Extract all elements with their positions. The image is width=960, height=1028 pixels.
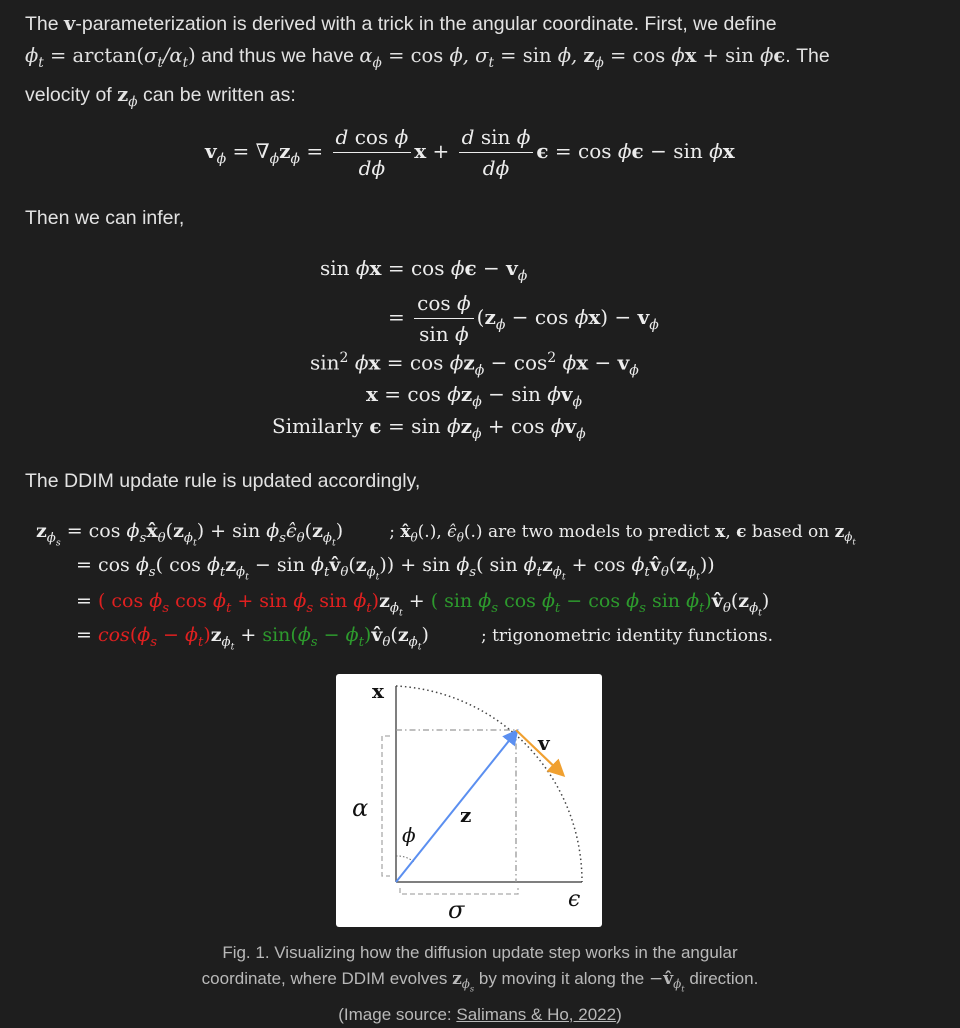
derivation-line-2: = $\frac{\text{cos ϕ}}{\text{sin ϕ}}$ $(z_\phi - \cos \phi x) - v_\phi$ xyxy=(388,288,659,349)
note-trig: ; trigonometric identity functions. xyxy=(480,626,774,646)
source-link[interactable]: Salimans & Ho, 2022 xyxy=(456,1004,617,1024)
derivation-line-1: $\sin \phi x = \cos \phi\epsilon - v_\phi$ xyxy=(320,256,528,284)
phi-def: $\phi_t = \arctan(\sigma_t/\alpha_t)$ xyxy=(25,44,196,71)
angular-diagram xyxy=(336,674,602,927)
intro-paragraph xyxy=(25,8,945,118)
z-phi-symbol: $z_\phi$ xyxy=(117,82,138,110)
alpha-sigma-def: $\alpha_\phi = \cos \phi$, $\sigma_t = \sin \phi$, $z_\phi = \cos \phi x + \sin \phi\epsilon$ xyxy=(359,44,786,71)
ddim-line-3: = ( $\cos \phi_s$ $\cos \phi_t + \sin \phi_s$ $\sin \phi_t)z_{\phi_t}$ + ( $\sin \phi_s$ $\cos \phi_t - \cos \phi_s$ $\sin \phi_t)v̂_\theta(z_{\phi_t})$ xyxy=(76,590,770,619)
label-z: z xyxy=(460,803,472,827)
ddim-text: The DDIM update rule is updated accordingly, xyxy=(25,470,421,492)
caption-z-symbol: $z_{\phi_s}$ xyxy=(452,969,475,994)
caption-v-symbol: $-v̂_{\phi_t}$ xyxy=(648,969,685,994)
phi-angle-arc xyxy=(396,856,414,862)
figure-caption xyxy=(120,940,840,1028)
ddim-line-2: = $\cos \phi_s$( $\cos \phi_tz_{\phi_t} - \sin$ $\phi_tv̂_\theta(z_{\phi_t})) + \sin \phi_s$( $\sin \phi_tz_{\phi_t} + \cos$ $\phi_tv̂_\theta(z_{\phi_t})$) xyxy=(76,554,715,583)
caption-line-2b: by moving it along the xyxy=(478,969,645,988)
angular-figure xyxy=(336,674,602,927)
intro-rest: -parameterization is derived with a trick in the angular coordinate. First, we define xyxy=(75,13,777,35)
intro-lead: The xyxy=(25,13,59,35)
note-based-on: based on xyxy=(751,522,830,542)
caption-line-2 xyxy=(120,966,840,1002)
ddim-line-1: $z_{\phi_s} = \cos$ $\phi_sx̂_\theta(z_{\phi_t}) + \sin$ $\phi_s\epsilon̂_\theta(z_{\phi_t})$ ; $x̂_\theta(.)$, $\epsilon̂_\theta(.)$ are two models to predict x, ϵ based on $z_{\phi_t}$ xyxy=(36,520,856,549)
label-phi: ϕ xyxy=(402,823,416,847)
intro-the: . The xyxy=(785,45,830,67)
derivation-line-3: $\sin^2 \phi x = \cos \phi z_\phi - \cos^2 \phi x - v_\phi$ xyxy=(310,350,639,379)
intro-define: and thus we have xyxy=(201,45,354,67)
label-x: x xyxy=(372,679,384,703)
caption-line-3 xyxy=(120,1002,840,1028)
label-alpha: α xyxy=(352,794,369,822)
infer-text: Then we can infer, xyxy=(25,207,185,229)
caption-source-prefix: (Image source: xyxy=(338,1004,452,1024)
caption-line-2c: direction. xyxy=(689,969,759,988)
unit-arc xyxy=(396,686,582,882)
sigma-bracket xyxy=(400,888,518,894)
v-symbol: v xyxy=(64,12,76,35)
label-eps: ϵ xyxy=(568,887,581,912)
similarly-text: Similarly xyxy=(272,414,364,438)
caption-line-2a: coordinate, where DDIM evolves xyxy=(201,969,448,988)
ddim-line-4: = $\cos(\phi_s - \phi_t)z_{\phi_t} + \sin(\phi_s$ − $\phi_t)v̂_\theta(z_{\phi_t})$ ; trigonometric identity functions. xyxy=(76,624,774,653)
note-models: are two models to predict xyxy=(487,522,710,542)
label-sigma: σ xyxy=(448,896,465,924)
label-v: v xyxy=(538,731,550,755)
caption-line-1: Fig. 1. Visualizing how the diffusion update step works in the angular xyxy=(222,943,738,962)
caption-source-suffix: ) xyxy=(616,1004,622,1024)
intro-velocity: velocity of xyxy=(25,83,112,106)
velocity-equation: $v_\phi = \nabla_\phi z_\phi$ = $\frac{\text{d cos ϕ}}{d\phi}$ x + $\frac{\text{d sin ϕ}}{d\phi}$ ϵ = cos ϕϵ − sin ϕx xyxy=(205,122,735,183)
derivation-line-4: $x = \cos \phi z_\phi - \sin \phi v_\phi$ xyxy=(366,382,583,410)
alpha-bracket xyxy=(382,736,390,876)
intro-written: can be written as: xyxy=(142,83,296,106)
z-vector xyxy=(396,732,516,882)
derivation-line-5: Similarly $\epsilon = \sin \phi z_\phi + \cos \phi v_\phi$ xyxy=(272,414,586,442)
